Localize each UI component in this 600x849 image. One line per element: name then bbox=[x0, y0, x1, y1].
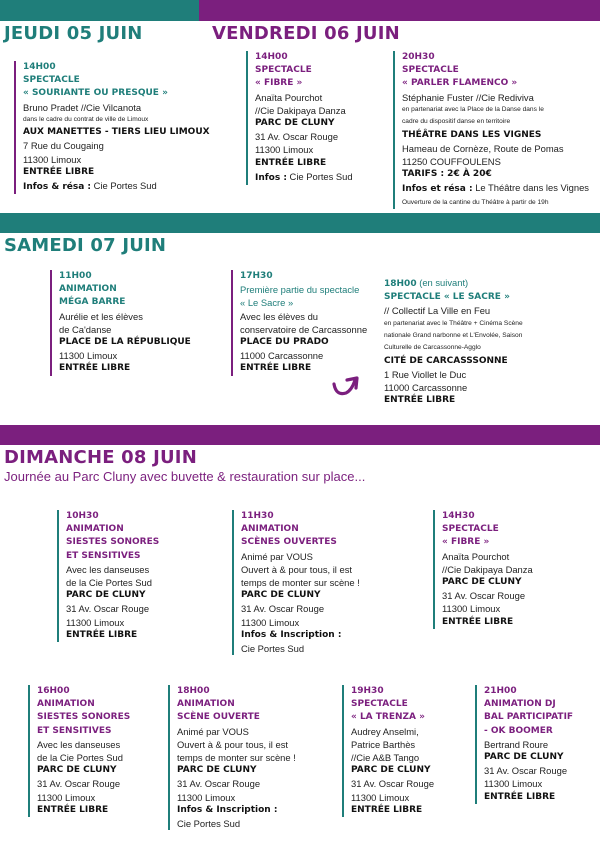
event-dimanche-1800 bbox=[168, 685, 296, 830]
event-price: ENTRÉE LIBRE bbox=[240, 363, 312, 374]
event-address: 1 Rue Viollet le Duc bbox=[384, 369, 467, 381]
event-type: Première partie du spectacle bbox=[240, 284, 360, 296]
event-info bbox=[255, 170, 353, 185]
event-time: 14H30 bbox=[442, 511, 475, 521]
day-title-vendredi: VENDREDI 06 JUIN bbox=[212, 23, 400, 44]
event-time: 14H00 bbox=[23, 62, 56, 72]
event-type: SPECTACLE « LE SACRE » bbox=[384, 292, 510, 303]
event-dimanche-1130 bbox=[232, 510, 360, 655]
event-price: ENTRÉE LIBRE bbox=[59, 363, 131, 374]
event-info-value: Cie Portes Sud bbox=[241, 643, 305, 655]
event-info-value: Le Théâtre dans les Vignes bbox=[472, 182, 589, 194]
event-info-value: Cie Portes Sud bbox=[177, 818, 241, 830]
dimanche-bar bbox=[0, 425, 600, 445]
day-title-jeudi: JEUDI 05 JUIN bbox=[4, 23, 143, 44]
event-price: TARIFS : 2€ À 20€ bbox=[402, 169, 492, 180]
event-type: SPECTACLE bbox=[351, 699, 408, 710]
event-city: 11300 Limoux bbox=[59, 350, 118, 362]
event-artist: Avec les danseuses bbox=[66, 563, 150, 575]
event-artist: Avec les élèves du bbox=[240, 310, 318, 322]
event-city: 11300 Limoux bbox=[351, 791, 410, 803]
event-name: SCÈNE OUVERTE bbox=[177, 712, 260, 723]
event-artist: Aurélie et les élèves bbox=[59, 310, 143, 322]
event-dimanche-2100 bbox=[475, 685, 573, 804]
event-time-line bbox=[384, 276, 523, 291]
event-name: « Le Sacre » bbox=[240, 297, 294, 309]
event-venue: PARC DE CLUNY bbox=[484, 752, 564, 763]
event-time: 11H30 bbox=[241, 511, 274, 521]
event-type: ANIMATION bbox=[59, 284, 117, 295]
event-city: 11300 Limoux bbox=[442, 603, 501, 615]
event-time: 18H00 bbox=[384, 279, 417, 289]
event-dimanche-1930 bbox=[342, 685, 434, 817]
event-venue: PARC DE CLUNY bbox=[66, 590, 146, 601]
event-address: 31 Av. Oscar Rouge bbox=[241, 603, 325, 615]
event-type: ANIMATION bbox=[37, 699, 95, 710]
event-dimanche-1030 bbox=[57, 510, 159, 642]
event-vendredi-2030 bbox=[393, 51, 589, 209]
event-desc-cont: temps de monter sur scène ! bbox=[241, 577, 360, 589]
event-price: ENTRÉE LIBRE bbox=[351, 804, 423, 815]
event-type: SPECTACLE bbox=[402, 65, 459, 76]
event-time: 10H30 bbox=[66, 511, 99, 521]
event-address: Hameau de Cornèze, Route de Pomas bbox=[402, 142, 564, 154]
event-time: 14H00 bbox=[255, 52, 288, 62]
event-type: SPECTACLE bbox=[255, 65, 312, 76]
event-name: « LA TRENZA » bbox=[351, 712, 425, 723]
event-dimanche-1430 bbox=[433, 510, 533, 629]
event-time: 21H00 bbox=[484, 686, 517, 696]
event-dimanche-1600 bbox=[28, 685, 130, 817]
event-venue: PARC DE CLUNY bbox=[351, 765, 431, 776]
event-artist: Stéphanie Fuster //Cie Rediviva bbox=[402, 91, 534, 103]
event-price: ENTRÉE LIBRE bbox=[37, 804, 109, 815]
event-info-label: Infos & résa : bbox=[23, 182, 92, 193]
event-note: dans le cadre du contrat de ville de Limoux bbox=[23, 115, 149, 123]
event-time-note: (en suivant) bbox=[416, 277, 469, 288]
event-extra-note: Ouverture de la cantine du Théâtre à partir de 19h bbox=[402, 198, 549, 206]
event-name-cont: ET SENSITIVES bbox=[66, 550, 141, 561]
event-type: ANIMATION bbox=[177, 699, 235, 710]
event-city: 11300 Limoux bbox=[241, 616, 300, 628]
event-time: 16H00 bbox=[37, 686, 70, 696]
event-artist-cont: de la Cie Portes Sud bbox=[37, 752, 123, 764]
event-venue: PLACE DE LA RÉPUBLIQUE bbox=[59, 337, 191, 348]
event-samedi-1730 bbox=[231, 270, 367, 376]
event-venue: PARC DE CLUNY bbox=[442, 577, 522, 588]
event-name: SIESTES SONORES bbox=[66, 537, 160, 548]
event-time: 17H30 bbox=[240, 271, 273, 281]
event-name: MÉGA BARRE bbox=[59, 297, 126, 308]
event-venue: PLACE DU PRADO bbox=[240, 337, 329, 348]
event-artist-cont: de Ca'danse bbox=[59, 323, 112, 335]
event-info-value: Cie Portes Sud bbox=[286, 170, 353, 182]
event-city: 11300 Limoux bbox=[37, 791, 96, 803]
event-time: 18H00 bbox=[177, 686, 210, 696]
event-venue: PARC DE CLUNY bbox=[255, 118, 335, 129]
event-artist: Avec les danseuses bbox=[37, 738, 121, 750]
event-desc: Ouvert à & pour tous, il est bbox=[177, 738, 288, 750]
event-note: Culturelle de Carcassonne-Agglo bbox=[384, 344, 481, 352]
event-venue: PARC DE CLUNY bbox=[37, 765, 117, 776]
curved-arrow-icon bbox=[330, 376, 360, 398]
event-address: 31 Av. Oscar Rouge bbox=[255, 131, 339, 143]
event-samedi-1100 bbox=[50, 270, 191, 376]
event-name: « FIBRE » bbox=[255, 78, 303, 89]
event-price: ENTRÉE LIBRE bbox=[23, 166, 95, 177]
event-artist: Bruno Pradet //Cie Vilcanota bbox=[23, 101, 142, 113]
event-venue: PARC DE CLUNY bbox=[177, 765, 257, 776]
event-venue: PARC DE CLUNY bbox=[241, 590, 321, 601]
header-bar-teal bbox=[0, 0, 199, 21]
event-price: ENTRÉE LIBRE bbox=[484, 791, 556, 802]
event-artist: // Collectif La Ville en Feu bbox=[384, 305, 491, 317]
event-company: //Cie Dakipaya Danza bbox=[442, 563, 533, 575]
event-vendredi-1400 bbox=[246, 51, 353, 185]
event-name: BAL PARTICIPATIF bbox=[484, 712, 574, 723]
event-artist: Anaïta Pourchot bbox=[255, 91, 323, 103]
event-desc-cont: temps de monter sur scène ! bbox=[177, 752, 296, 764]
header-bar-purple bbox=[199, 0, 600, 21]
event-name: « FIBRE » bbox=[442, 537, 490, 548]
event-artist: Animé par VOUS bbox=[177, 725, 249, 737]
event-artist-cont: Patrice Barthès bbox=[351, 738, 416, 750]
day-subtitle-dimanche: Journée au Parc Cluny avec buvette & restauration sur place... bbox=[4, 469, 366, 484]
event-city: 11000 Carcassonne bbox=[240, 350, 324, 362]
event-note: en partenariat avec le Théâtre + Cinéma Scène bbox=[384, 319, 523, 327]
event-time: 20H30 bbox=[402, 52, 435, 62]
event-venue: AUX MANETTES - TIERS LIEU LIMOUX bbox=[23, 127, 210, 138]
event-city: 11300 Limoux bbox=[66, 616, 125, 628]
event-artist: Anaïta Pourchot bbox=[442, 550, 510, 562]
event-info bbox=[23, 179, 210, 194]
event-price: ENTRÉE LIBRE bbox=[384, 395, 456, 406]
event-price: ENTRÉE LIBRE bbox=[66, 629, 138, 640]
event-info-label: Infos & Inscription : bbox=[241, 629, 342, 640]
event-jeudi-1400 bbox=[14, 61, 210, 194]
event-name-cont: ET SENSITIVES bbox=[37, 725, 112, 736]
event-info bbox=[402, 181, 589, 196]
event-type: SPECTACLE bbox=[442, 524, 499, 535]
event-time: 19H30 bbox=[351, 686, 384, 696]
event-address: 31 Av. Oscar Rouge bbox=[37, 778, 121, 790]
event-name: « PARLER FLAMENCO » bbox=[402, 78, 518, 89]
event-venue: CITÉ DE CARCASSSONNE bbox=[384, 355, 508, 366]
event-city: 11000 Carcassonne bbox=[384, 382, 468, 394]
event-name: SCÈNES OUVERTES bbox=[241, 537, 337, 548]
event-time: 11H00 bbox=[59, 271, 92, 281]
event-type: ANIMATION DJ bbox=[484, 699, 556, 710]
event-price: ENTRÉE LIBRE bbox=[255, 157, 327, 168]
event-name: SIESTES SONORES bbox=[37, 712, 131, 723]
event-name: « SOURIANTE OU PRESQUE » bbox=[23, 88, 168, 99]
event-info-value: Cie Portes Sud bbox=[91, 180, 157, 192]
event-venue: THÉÂTRE DANS LES VIGNES bbox=[402, 129, 542, 140]
event-info-label: Infos et résa : bbox=[402, 184, 473, 195]
event-samedi-1800 bbox=[377, 276, 523, 408]
samedi-bar bbox=[0, 213, 600, 233]
event-address: 7 Rue du Cougaing bbox=[23, 140, 104, 152]
event-city: 11300 Limoux bbox=[177, 791, 236, 803]
event-company: //Cie Dakipaya Danza bbox=[255, 104, 346, 116]
event-artist: Audrey Anselmi, bbox=[351, 725, 419, 737]
event-artist-cont: conservatoire de Carcassonne bbox=[240, 323, 368, 335]
event-address: 31 Av. Oscar Rouge bbox=[351, 778, 435, 790]
event-company: //Cie A&B Tango bbox=[351, 752, 420, 764]
event-address: 31 Av. Oscar Rouge bbox=[484, 765, 568, 777]
event-price: ENTRÉE LIBRE bbox=[442, 616, 514, 627]
event-type: ANIMATION bbox=[66, 524, 124, 535]
event-note: en partenariat avec la Place de la Danse dans le bbox=[402, 105, 544, 113]
event-address: 31 Av. Oscar Rouge bbox=[177, 778, 261, 790]
event-city: 11300 Limoux bbox=[255, 144, 314, 156]
event-note: cadre du dispositif danse en territoire bbox=[402, 118, 511, 126]
event-note: nationale Grand narbonne et L'Envolée, Saison bbox=[384, 332, 523, 340]
event-type: ANIMATION bbox=[241, 524, 299, 535]
event-city: 11250 COUFFOULENS bbox=[402, 156, 501, 168]
event-type: SPECTACLE bbox=[23, 75, 80, 86]
day-title-dimanche: DIMANCHE 08 JUIN bbox=[4, 447, 197, 468]
event-address: 31 Av. Oscar Rouge bbox=[442, 590, 526, 602]
event-city: 11300 Limoux bbox=[484, 778, 543, 790]
day-title-samedi: SAMEDI 07 JUIN bbox=[4, 235, 167, 256]
event-artist-cont: de la Cie Portes Sud bbox=[66, 577, 152, 589]
event-name-cont: - OK BOOMER bbox=[484, 725, 553, 736]
event-info-label: Infos : bbox=[255, 172, 287, 183]
event-artist: Bertrand Roure bbox=[484, 738, 549, 750]
event-address: 31 Av. Oscar Rouge bbox=[66, 603, 150, 615]
event-desc: Ouvert à & pour tous, il est bbox=[241, 563, 352, 575]
event-artist: Animé par VOUS bbox=[241, 550, 313, 562]
event-city: 11300 Limoux bbox=[23, 153, 82, 165]
event-info-label: Infos & Inscription : bbox=[177, 804, 278, 815]
